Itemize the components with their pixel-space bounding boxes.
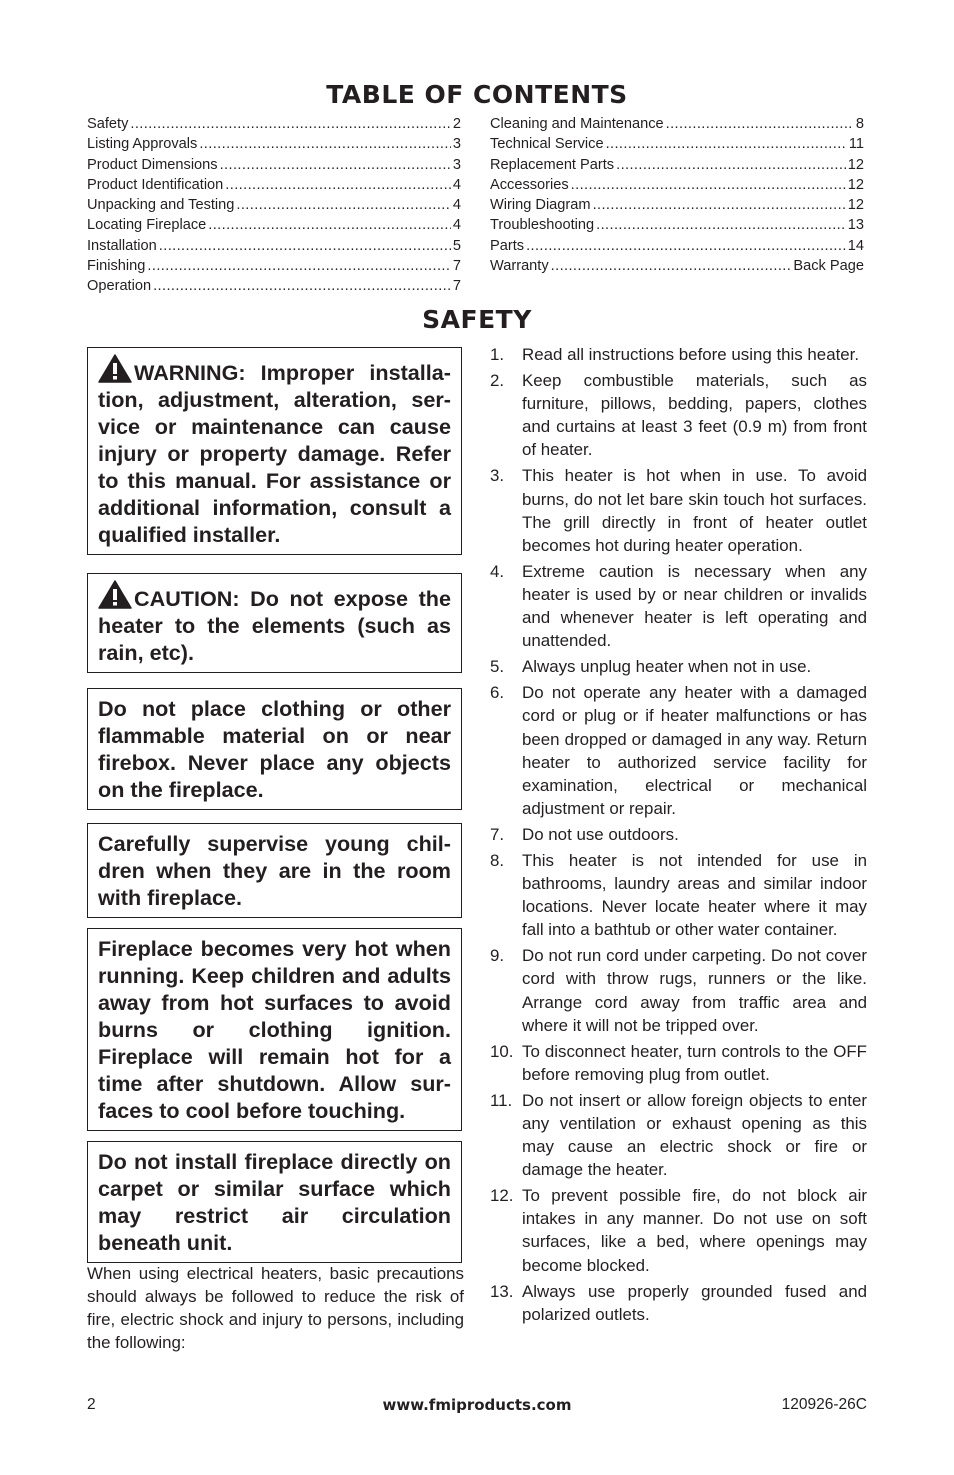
- caution-text: CAUTION: Do not expose the heater to the elements (such as rain, etc).: [98, 586, 451, 665]
- warning-box: [87, 347, 462, 555]
- carpet-text: Do not install fireplace directly on carpet or similar surface which may restrict air circulation beneath unit.: [98, 1149, 451, 1255]
- warning-text: WARNING: Improper installation, adjustment, alteration, service or maintenance can cause injury or property damage. Refer to this manual. For assistance or additional information, consult a qualified installer.: [98, 360, 451, 547]
- toc-leader-dots: [596, 215, 846, 235]
- safety-rule-text: Always unplug heater when not in use.: [522, 657, 812, 677]
- toc-entry-page: 13: [847, 217, 864, 234]
- safety-rule-number: 7.: [490, 824, 505, 844]
- toc-leader-dots: [551, 256, 792, 276]
- safety-rule-text: To disconnect heater, turn controls to the OFF before removing plug from outlet.: [522, 1041, 867, 1084]
- safety-rule-number: 3.: [490, 466, 505, 486]
- website-url: www.fmiproducts.com: [382, 1396, 572, 1414]
- toc-right-column: [490, 114, 864, 276]
- caution-box: [87, 573, 462, 673]
- toc-entry: [490, 195, 864, 215]
- safety-rule-text: Extreme caution is necessary when any heater is used by or near children or invalids and whenever heater is left operating and unattended.: [522, 561, 867, 651]
- toc-entry-page: 8: [855, 116, 864, 132]
- toc-entry-page: 4: [452, 217, 461, 234]
- safety-rule-item: [490, 343, 867, 366]
- safety-rule-text: Do not run cord under carpeting. Do not cover cord with throw rugs, runners or the like. Arrange cord away from traffic area and where it will not be tripped over.: [522, 946, 867, 1035]
- toc-entry-page: 12: [847, 156, 864, 173]
- carpet-box: [87, 1141, 462, 1263]
- toc-entry-title: Warranty: [490, 258, 549, 275]
- toc-leader-dots: [606, 134, 847, 154]
- safety-rule-number: 5.: [490, 657, 505, 677]
- intro-paragraph: When using electrical heaters, basic precautions should always be followed to reduce the risk of fire, electric shock and injury to persons, including the following:: [87, 1264, 464, 1352]
- safety-rule-text: Read all instructions before using this heater.: [522, 345, 860, 364]
- safety-rule-item: [490, 1184, 867, 1276]
- toc-entry-title: Wiring Diagram: [490, 197, 591, 214]
- safety-rule-text: This heater is not intended for use in bathrooms, laundry areas and similar indoor locations. Never locate heater where it may fall into a bathtub or other water container.: [522, 850, 867, 940]
- safety-rule-item: [490, 849, 867, 941]
- children-box: [87, 823, 462, 918]
- safety-title: SAFETY: [422, 305, 532, 334]
- hot-surfaces-text: Fireplace becomes very hot when running. Keep children and adults away from hot surfaces to avoid burns or clothing ignition. Fireplace will remain hot for a time after shutdown. Allow surfaces to cool before touching.: [98, 936, 451, 1123]
- toc-entry-title: Safety: [87, 116, 129, 132]
- toc-entry-title: Finishing: [87, 258, 146, 275]
- toc-entry-page: 11: [848, 136, 864, 153]
- toc-entry-title: Technical Service: [490, 136, 604, 153]
- safety-rule-number: 11.: [490, 1090, 513, 1110]
- toc-entry-title: Locating Fireplace: [87, 217, 207, 234]
- toc-entry: [490, 155, 864, 175]
- toc-entry-title: Listing Approvals: [87, 136, 198, 153]
- page-number: 2: [87, 1396, 96, 1413]
- toc-entry-page: 12: [847, 176, 864, 193]
- toc-entry-page: 3: [452, 136, 461, 153]
- toc-entry: [490, 134, 864, 154]
- safety-rule-item: [490, 655, 867, 678]
- document-code: 120926-26C: [781, 1396, 867, 1413]
- safety-rule-text: To prevent possible fire, do not block air intakes in any manner. Do not use on soft surfaces, like a bed, where openings may become blocked.: [522, 1186, 867, 1275]
- toc-entry: [490, 256, 864, 276]
- safety-rule-item: [490, 560, 867, 652]
- clothing-text: Do not place clothing or other flammable material on or near firebox. Never place any objects on the fireplace.: [98, 696, 451, 802]
- clothing-box: [87, 688, 462, 810]
- toc-leader-dots: [159, 236, 451, 256]
- safety-rule-number: 6.: [490, 683, 505, 703]
- toc-leader-dots: [593, 195, 846, 215]
- toc-entry-page: 2: [452, 116, 461, 132]
- toc-entry-title: Replacement Parts: [490, 156, 615, 173]
- toc-entry-title: Product Identification: [87, 176, 224, 193]
- children-text: Carefully supervise young children when they are in the room with fireplace.: [98, 831, 451, 910]
- toc-entry-title: Cleaning and Maintenance: [490, 116, 664, 132]
- safety-rule-number: 10.: [490, 1041, 514, 1061]
- caution-icon: [98, 580, 132, 609]
- safety-rule-text: Always use properly grounded fused and polarized outlets.: [522, 1281, 867, 1324]
- warning-icon: [98, 354, 132, 383]
- toc-entry: [87, 175, 461, 195]
- toc-leader-dots: [526, 236, 846, 256]
- toc-leader-dots: [666, 114, 854, 134]
- toc-leader-dots: [208, 215, 451, 235]
- safety-rule-text: Do not insert or allow foreign objects to enter any ventilation or exhaust opening as this may cause an electric shock or fire or damage the heater.: [522, 1090, 867, 1180]
- safety-rule-number: 2.: [490, 371, 505, 391]
- toc-leader-dots: [130, 114, 451, 134]
- safety-rule-number: 1.: [490, 345, 505, 364]
- toc-entry: [87, 256, 461, 276]
- toc-entry-page: 5: [452, 237, 461, 254]
- safety-rule-item: [490, 823, 867, 846]
- safety-rule-number: 4.: [490, 561, 505, 581]
- toc-left-column: [87, 114, 461, 297]
- toc-entry: [87, 155, 461, 175]
- safety-rule-text: Keep combustible materials, such as furniture, pillows, bedding, papers, clothes and curtains at least 3 feet (0.9 m) from front of heater.: [522, 371, 867, 460]
- safety-rule-text: Do not operate any heater with a damaged cord or plug or if heater malfunctions or has been dropped or damaged in any way. Return heater to authorized service facility for examination, electrical or mechanical adjustment or repair.: [522, 683, 867, 818]
- toc-entry-title: Product Dimensions: [87, 156, 218, 173]
- safety-rule-item: [490, 369, 867, 461]
- toc-entry: [87, 114, 461, 134]
- toc-entry-page: 12: [847, 197, 864, 214]
- toc-entry-page: 14: [847, 237, 864, 254]
- toc-entry: [87, 236, 461, 256]
- toc-entry-page: Back Page: [793, 258, 864, 275]
- toc-entry-page: 7: [452, 258, 461, 275]
- toc-entry: [490, 114, 864, 134]
- toc-leader-dots: [225, 175, 451, 195]
- safety-rule-item: [490, 944, 867, 1036]
- safety-rule-item: [490, 1280, 867, 1326]
- toc-entry: [87, 195, 461, 215]
- toc-entry: [490, 215, 864, 235]
- safety-rule-number: 8.: [490, 850, 505, 870]
- toc-leader-dots: [147, 256, 450, 276]
- toc-entry: [87, 134, 461, 154]
- safety-rule-item: [490, 1040, 867, 1086]
- safety-rule-item: [490, 464, 867, 556]
- safety-rules-list: [490, 343, 867, 1329]
- toc-leader-dots: [220, 155, 451, 175]
- toc-entry: [490, 175, 864, 195]
- toc-leader-dots: [616, 155, 846, 175]
- toc-entry-title: Operation: [87, 278, 152, 295]
- safety-rule-text: Do not use outdoors.: [522, 824, 679, 844]
- toc-entry-title: Installation: [87, 237, 157, 254]
- toc-entry: [87, 215, 461, 235]
- toc-entry-title: Troubleshooting: [490, 217, 595, 234]
- toc-title: TABLE OF CONTENTS: [326, 80, 628, 109]
- safety-rule-item: [490, 681, 867, 820]
- toc-entry: [87, 276, 461, 296]
- toc-entry-page: 7: [452, 278, 461, 295]
- toc-entry-title: Parts: [490, 237, 525, 254]
- toc-leader-dots: [199, 134, 451, 154]
- toc-entry: [490, 236, 864, 256]
- toc-entry-page: 4: [452, 197, 461, 214]
- hot-surfaces-box: [87, 928, 462, 1131]
- toc-entry-page: 3: [452, 156, 461, 173]
- safety-rule-number: 9.: [490, 946, 505, 966]
- toc-entry-page: 4: [452, 176, 461, 193]
- safety-rule-text: This heater is hot when in use. To avoid burns, do not let bare skin touch hot surfaces. The grill directly in front of heater outlet becomes hot during heater operation.: [522, 466, 867, 555]
- safety-rule-number: 13.: [490, 1281, 514, 1301]
- toc-entry-title: Unpacking and Testing: [87, 197, 235, 214]
- safety-rule-number: 12.: [490, 1186, 514, 1206]
- toc-leader-dots: [153, 276, 451, 296]
- safety-rule-item: [490, 1089, 867, 1181]
- toc-entry-title: Accessories: [490, 176, 569, 193]
- toc-leader-dots: [236, 195, 450, 215]
- toc-leader-dots: [571, 175, 846, 195]
